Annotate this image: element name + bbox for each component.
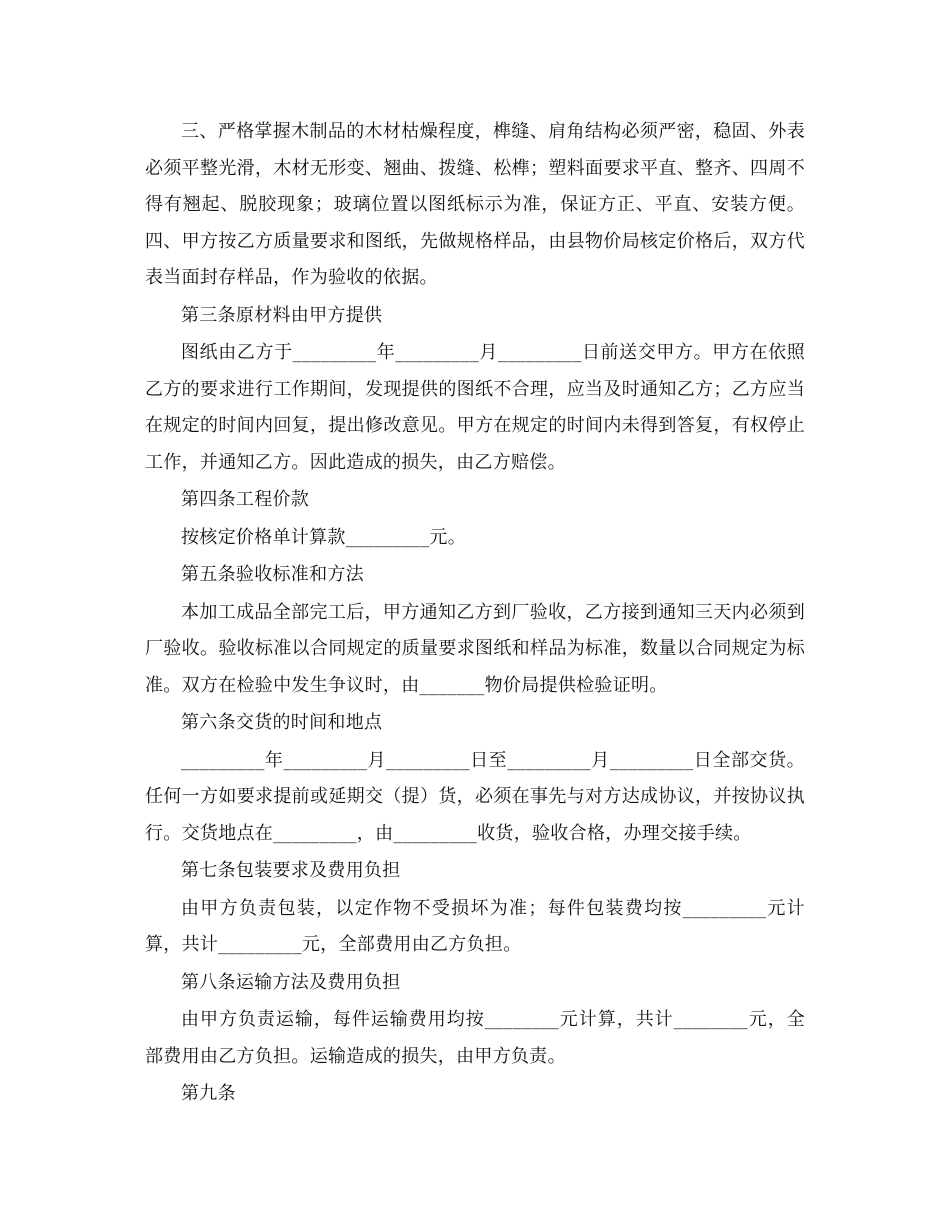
heading-article-4: 第四条工程价款 [181, 489, 310, 510]
heading-article-5: 第五条验收标准和方法 [181, 564, 364, 585]
paragraph-price: 按核定价格单计算款_________元。 [181, 526, 466, 548]
paragraph-quality-requirements: 三、严格掌握木制品的木材枯燥程度，榫缝、肩角结构必须严密，稳固、外表必须平整光滑，木材无形变、翘曲、拨缝、松榫；塑料面要求平直、整齐、四周不得有翘起、脱胶现象；玻璃位置以图纸标示为准，保证方正、平直、安装方便。四、甲方按乙方质量要求和图纸，先做规格样品，由县物价局核定价格后，双方代表当面封存样品，作为验收的依据。 [145, 121, 805, 288]
heading-article-6: 第六条交货的时间和地点 [181, 712, 383, 733]
heading-article-8: 第八条运输方法及费用负担 [181, 971, 401, 993]
paragraph-delivery: _________年_________月_________日至_________月_________日全部交货。任何一方如要求提前或延期交（提）货，必须在事先与对方达成协议，并按协议执行。交货地点在_________，由_________收货，验收合格，办理交接手续。 [145, 749, 805, 844]
paragraph-drawings: 图纸由乙方于_________年_________月_________日前送交甲方。甲方在依照乙方的要求进行工作期间，发现提供的图纸不合理，应当及时通知乙方；乙方应当在规定的时间内回复，提出修改意见。甲方在规定的时间内未得到答复，有权停止工作，并通知乙方。因此造成的损失，由乙方赔偿。 [145, 342, 805, 473]
paragraph-transport: 由甲方负责运输，每件运输费用均按________元计算，共计________元，全部费用由乙方负担。运输造成的损失，由甲方负责。 [145, 1009, 805, 1067]
heading-article-9: 第九条 [181, 1083, 236, 1104]
heading-article-3: 第三条原材料由甲方提供 [181, 304, 383, 326]
document-body [145, 114, 805, 1114]
paragraph-acceptance: 本加工成品全部完工后，甲方通知乙方到厂验收，乙方接到通知三天内必须到厂验收。验收标准以合同规定的质量要求图纸和样品为标准，数量以合同规定为标准。双方在检验中发生争议时，由_______物价局提供检验证明。 [145, 601, 805, 696]
paragraph-packaging: 由甲方负责包装，以定作物不受损坏为准；每件包装费均按_________元计算，共计_________元，全部费用由乙方负担。 [145, 897, 805, 955]
heading-article-7: 第七条包装要求及费用负担 [181, 860, 401, 881]
